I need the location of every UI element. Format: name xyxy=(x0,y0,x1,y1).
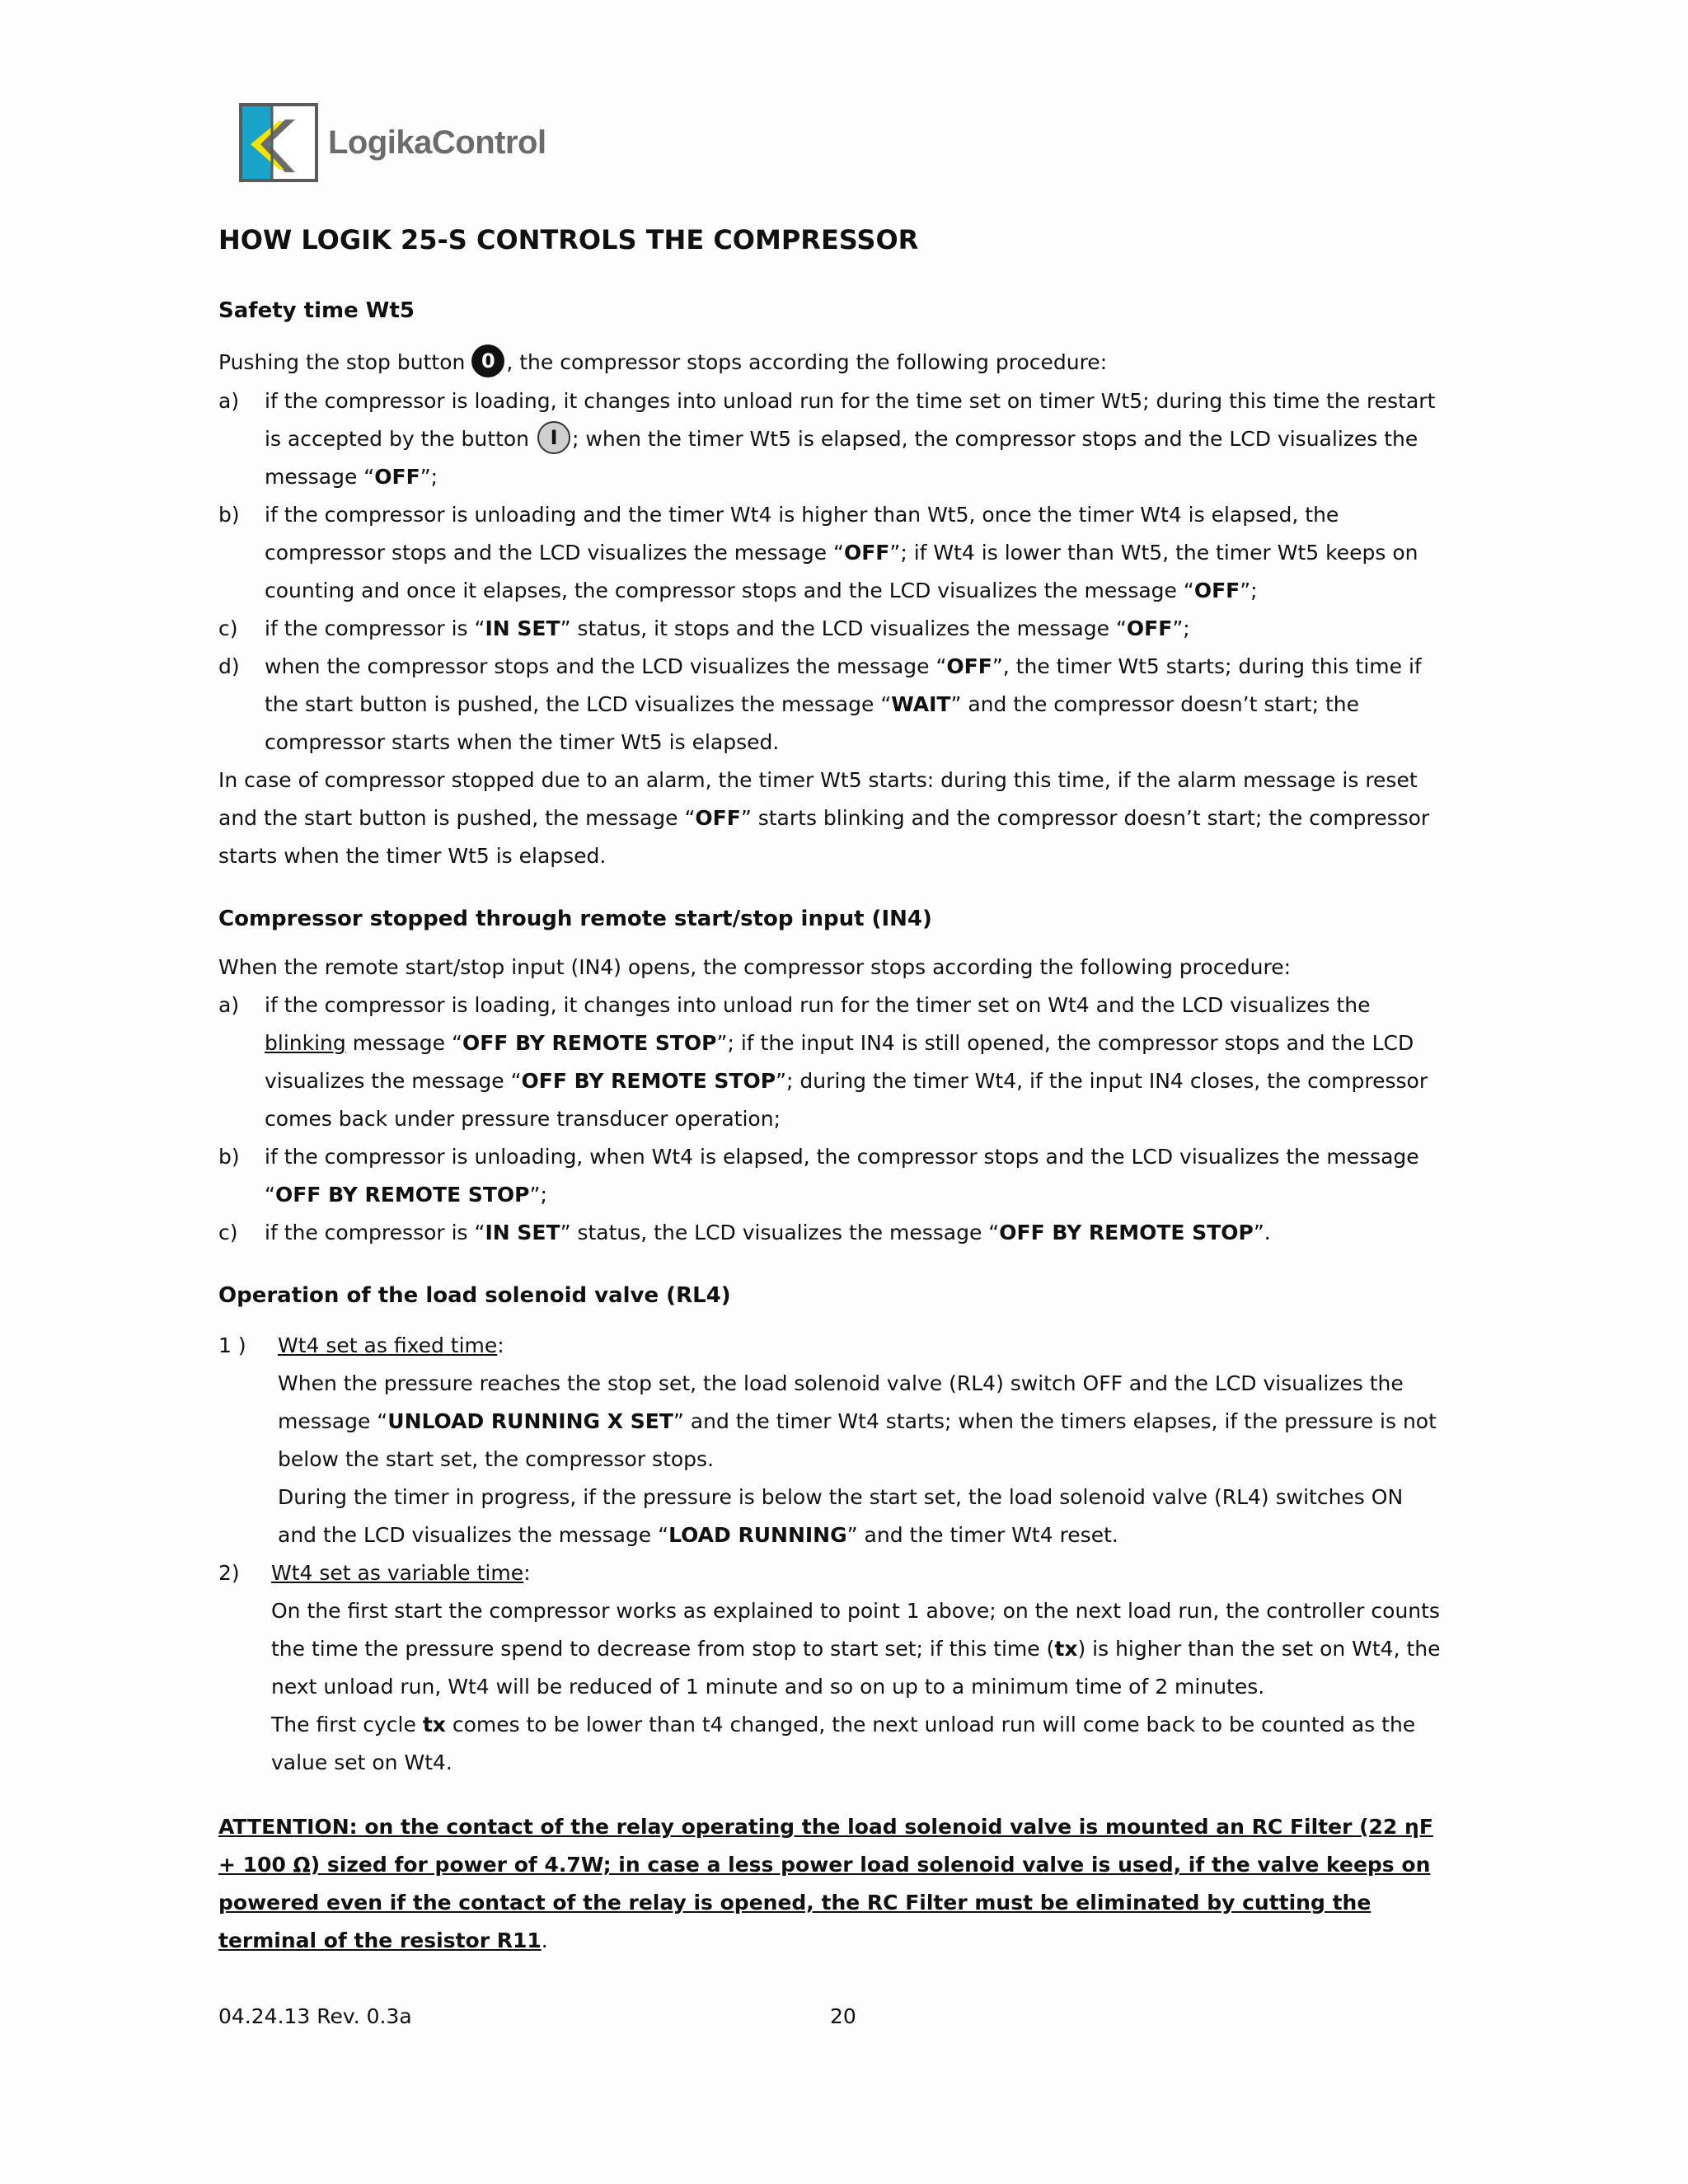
text: Wt4 set as fixed time xyxy=(278,1333,498,1357)
status-text: IN SET xyxy=(485,1221,560,1244)
lcd-message: OFF xyxy=(946,654,992,678)
text: message “ xyxy=(278,1409,388,1433)
s2-a-line2 xyxy=(265,1024,1414,1062)
list-label: a) xyxy=(218,389,240,413)
s3-n2-title xyxy=(271,1554,531,1592)
attention-line4 xyxy=(218,1922,548,1960)
text: comes to be lower than t4 changed, the next unload run will come back to be counted as the xyxy=(445,1713,1416,1736)
text: Pushing the stop button xyxy=(218,350,466,374)
text: counting and once it elapses, the compressor stops and the LCD visualizes the message “ xyxy=(265,579,1194,602)
text: ”; xyxy=(420,465,438,489)
text: ”, the timer Wt5 starts; during this time if xyxy=(992,654,1422,678)
lcd-message: OFF BY REMOTE STOP xyxy=(462,1031,717,1055)
text: ”. xyxy=(1253,1221,1271,1244)
text: : on the contact of the relay operating the load solenoid valve is mounted an RC Filter (22 ηF xyxy=(349,1815,1433,1839)
s3-n2-line4 xyxy=(271,1706,1415,1744)
s2-a-line3 xyxy=(265,1062,1428,1100)
text: : xyxy=(497,1333,504,1357)
footer-revision: 04.24.13 Rev. 0.3a xyxy=(218,2004,412,2028)
s3-n1-line2 xyxy=(278,1403,1437,1441)
text: ” and the timer Wt4 reset. xyxy=(846,1523,1118,1547)
text: ) is higher than the set on Wt4, the xyxy=(1077,1637,1441,1661)
text: message “ xyxy=(265,465,375,489)
text: “ xyxy=(265,1183,275,1207)
s1-b-line1: if the compressor is unloading and the timer Wt4 is higher than Wt5, once the timer Wt4 is elapsed, the xyxy=(265,503,1339,527)
s1-a-line3 xyxy=(265,458,438,496)
attention-line3: powered even if the contact of the relay is opened, the RC Filter must be eliminated by cutting the xyxy=(218,1891,1372,1915)
s2-a-line4: comes back under pressure transducer operation; xyxy=(265,1107,781,1131)
text: The first cycle xyxy=(271,1713,423,1736)
lcd-message: OFF xyxy=(695,806,741,830)
text: tx xyxy=(422,1713,446,1736)
logo xyxy=(239,101,546,184)
text: the start button is pushed, the LCD visualizes the message “ xyxy=(265,692,892,716)
lcd-message: OFF xyxy=(1193,579,1240,602)
s2-b-line2 xyxy=(265,1176,547,1214)
lcd-message: LOAD RUNNING xyxy=(668,1523,847,1547)
s3-n1-line4: During the timer in progress, if the pressure is below the start set, the load solenoid valve (RL4) switches ON xyxy=(278,1485,1404,1509)
status-text: IN SET xyxy=(485,616,560,640)
text: ; when the timer Wt5 is elapsed, the compressor stops and the LCD visualizes the xyxy=(572,427,1418,451)
lcd-message: OFF BY REMOTE STOP xyxy=(274,1183,530,1207)
text: ” and the timer Wt4 starts; when the timers elapses, if the pressure is not xyxy=(673,1409,1437,1433)
text: ” status, it stops and the LCD visualizes the message “ xyxy=(560,616,1127,640)
text: ”; xyxy=(1240,579,1258,602)
s1-a-line1: if the compressor is loading, it changes into unload run for the time set on timer Wt5; during this time the restart xyxy=(265,389,1436,413)
text: terminal of the resistor R11 xyxy=(218,1929,542,1952)
s1-d-line2 xyxy=(265,686,1359,724)
s1-a-line2 xyxy=(265,420,1418,458)
logo-mark xyxy=(239,103,318,182)
s1-intro xyxy=(218,344,1107,382)
list-label: 2) xyxy=(218,1561,240,1585)
text: is accepted by the button xyxy=(265,427,530,451)
page-title: HOW LOGIK 25-S CONTROLS THE COMPRESSOR xyxy=(218,224,919,255)
s1-d-line1 xyxy=(265,648,1422,686)
s1-b-line3 xyxy=(265,572,1258,610)
s3-n1-title xyxy=(278,1327,504,1365)
attention-line2: + 100 Ω) sized for power of 4.7W; in case a less power load solenoid valve is used, if the valve keeps on xyxy=(218,1853,1431,1877)
text: compressor stops and the LCD visualizes the message “ xyxy=(265,541,844,565)
lcd-message: UNLOAD RUNNING X SET xyxy=(387,1409,673,1433)
brand-name: LogikaControl xyxy=(328,124,546,161)
text: and the start button is pushed, the message “ xyxy=(218,806,696,830)
text: ”; if the input IN4 is still opened, the compressor stops and the LCD xyxy=(716,1031,1414,1055)
s1-c-line1 xyxy=(265,610,1190,648)
text: Wt4 set as variable time xyxy=(271,1561,524,1585)
text: , the compressor stops according the following procedure: xyxy=(506,350,1108,374)
text: ”; xyxy=(1172,616,1190,640)
text: if the compressor is “ xyxy=(265,616,485,640)
s1-para-line3: starts when the timer Wt5 is elapsed. xyxy=(218,844,607,868)
lcd-message: OFF BY REMOTE STOP xyxy=(521,1069,776,1093)
text: if the compressor is “ xyxy=(265,1221,485,1244)
attention-label: ATTENTION xyxy=(218,1815,349,1839)
page-number: 20 xyxy=(830,2004,856,2028)
s1-para-line2 xyxy=(218,799,1429,837)
stop-button-icon: 0 xyxy=(471,344,504,377)
s1-b-line2 xyxy=(265,534,1418,572)
text: : xyxy=(523,1561,531,1585)
text: ” and the compressor doesn’t start; the xyxy=(950,692,1359,716)
s2-a-line1: if the compressor is loading, it changes into unload run for the timer set on Wt4 and the LCD visualizes the xyxy=(265,993,1371,1017)
s3-n1-line5 xyxy=(278,1516,1118,1554)
lcd-message: OFF xyxy=(1126,616,1173,640)
s1-d-line3: compressor starts when the timer Wt5 is elapsed. xyxy=(265,730,780,754)
list-label: d) xyxy=(218,654,240,678)
s3-n1-line3: below the start set, the compressor stops. xyxy=(278,1447,715,1471)
attention-line1 xyxy=(218,1808,1471,1846)
s1-para-line1: In case of compressor stopped due to an alarm, the timer Wt5 starts: during this time, if the alarm message is reset xyxy=(218,768,1418,792)
s3-n2-line2 xyxy=(271,1630,1441,1668)
section-heading-load-valve: Operation of the load solenoid valve (RL4) xyxy=(218,1283,731,1308)
text: tx xyxy=(1054,1637,1078,1661)
s3-n2-line3: next unload run, Wt4 will be reduced of 1 minute and so on up to a minimum time of 2 minutes. xyxy=(271,1675,1265,1699)
text: message “ xyxy=(345,1031,462,1055)
text: . xyxy=(541,1929,548,1952)
start-button-icon: I xyxy=(537,421,570,454)
text: blinking xyxy=(265,1031,346,1055)
lcd-message: OFF xyxy=(843,541,890,565)
list-label: a) xyxy=(218,993,240,1017)
text: the time the pressure spend to decrease from stop to start set; if this time ( xyxy=(271,1637,1055,1661)
text: ”; xyxy=(529,1183,547,1207)
s3-n2-line5: value set on Wt4. xyxy=(271,1750,452,1774)
s3-n1-line1: When the pressure reaches the stop set, the load solenoid valve (RL4) switch OFF and the LCD visualizes the xyxy=(278,1371,1404,1395)
s2-intro: When the remote start/stop input (IN4) opens, the compressor stops according the following procedure: xyxy=(218,955,1292,979)
text: ” status, the LCD visualizes the message “ xyxy=(560,1221,1000,1244)
list-label: b) xyxy=(218,1145,240,1169)
text: when the compressor stops and the LCD visualizes the message “ xyxy=(265,654,947,678)
text: ”; if Wt4 is lower than Wt5, the timer Wt5 keeps on xyxy=(889,541,1418,565)
text: visualizes the message “ xyxy=(265,1069,522,1093)
list-label: c) xyxy=(218,1221,238,1244)
list-label: b) xyxy=(218,503,240,527)
lcd-message: WAIT xyxy=(891,692,951,716)
text: ”; during the timer Wt4, if the input IN4 closes, the compressor xyxy=(776,1069,1428,1093)
s2-b-line1: if the compressor is unloading, when Wt4 is elapsed, the compressor stops and the LCD visualizes the message xyxy=(265,1145,1419,1169)
text: ” starts blinking and the compressor doesn’t start; the compressor xyxy=(740,806,1430,830)
list-label: 1 ) xyxy=(218,1333,246,1357)
lcd-message: OFF BY REMOTE STOP xyxy=(999,1221,1254,1244)
list-label: c) xyxy=(218,616,238,640)
section-heading-remote-stop: Compressor stopped through remote start/stop input (IN4) xyxy=(218,907,932,931)
section-heading-safety-time: Safety time Wt5 xyxy=(218,298,415,323)
s2-c-line1 xyxy=(265,1214,1271,1252)
s3-n2-line1: On the first start the compressor works as explained to point 1 above; on the next load run, the controller counts xyxy=(271,1599,1440,1623)
lcd-message: OFF xyxy=(374,465,420,489)
text: and the LCD visualizes the message “ xyxy=(278,1523,669,1547)
